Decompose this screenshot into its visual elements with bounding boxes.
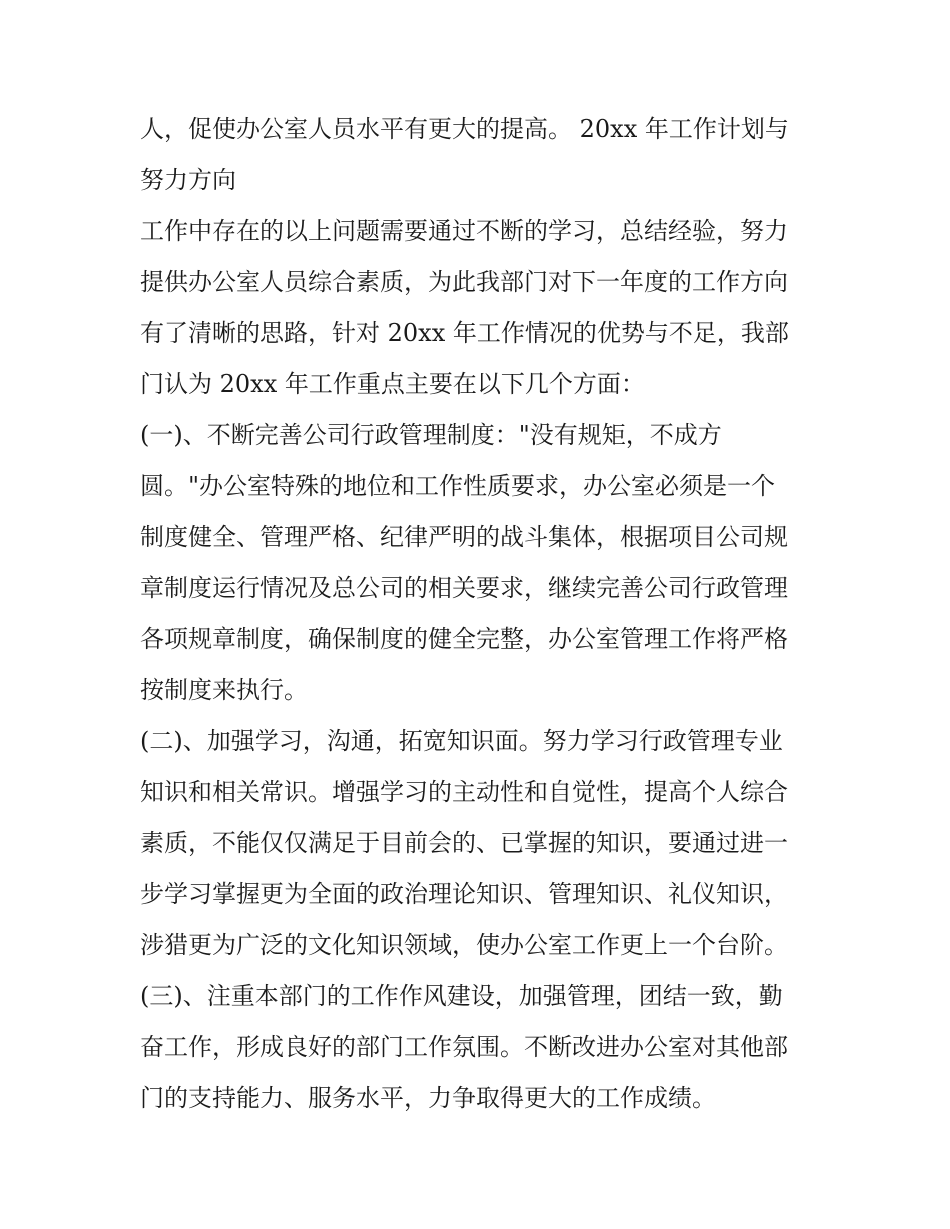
text-line: 步学习掌握更为全面的政治理论知识、管理知识、礼仪知识， xyxy=(140,880,788,908)
text-line: 有了清晰的思路，针对 20xx 年工作情况的优势与不足，我部 xyxy=(140,319,789,347)
text-line: 各项规章制度，确保制度的健全完整，办公室管理工作将严格 xyxy=(140,625,788,653)
item-one-line: (一)、不断完善公司行政管理制度："没有规矩，不成方 xyxy=(140,421,722,449)
text-line: 提供办公室人员综合素质，为此我部门对下一年度的工作方向 xyxy=(140,268,788,296)
text-line: 涉猎更为广泛的文化知识领域，使办公室工作更上一个台阶。 xyxy=(140,931,788,959)
document-body xyxy=(140,104,830,1124)
text-line: 人，促使办公室人员水平有更大的提高。 20xx 年工作计划与 xyxy=(140,115,789,143)
section-heading-line: 努力方向 xyxy=(140,166,236,194)
text-line: 工作中存在的以上问题需要通过不断的学习，总结经验，努力 xyxy=(140,217,788,245)
text-line: 圆。"办公室特殊的地位和工作性质要求，办公室必须是一个 xyxy=(140,472,776,500)
text-line: 门认为 20xx 年工作重点主要在以下几个方面： xyxy=(140,370,645,398)
text-line: 门的支持能力、服务水平，力争取得更大的工作成绩。 xyxy=(140,1084,716,1112)
text-line: 奋工作，形成良好的部门工作氛围。不断改进办公室对其他部 xyxy=(140,1033,788,1061)
text-line: 章制度运行情况及总公司的相关要求，继续完善公司行政管理 xyxy=(140,574,788,602)
item-two-line: (二)、加强学习，沟通，拓宽知识面。努力学习行政管理专业 xyxy=(140,727,783,755)
item-three-line: (三)、注重本部门的工作作风建设，加强管理，团结一致，勤 xyxy=(140,982,783,1010)
text-line: 知识和相关常识。增强学习的主动性和自觉性，提高个人综合 xyxy=(140,778,788,806)
text-line: 制度健全、管理严格、纪律严明的战斗集体，根据项目公司规 xyxy=(140,523,788,551)
text-line: 按制度来执行。 xyxy=(140,676,308,704)
text-line: 素质，不能仅仅满足于目前会的、已掌握的知识，要通过进一 xyxy=(140,829,788,857)
